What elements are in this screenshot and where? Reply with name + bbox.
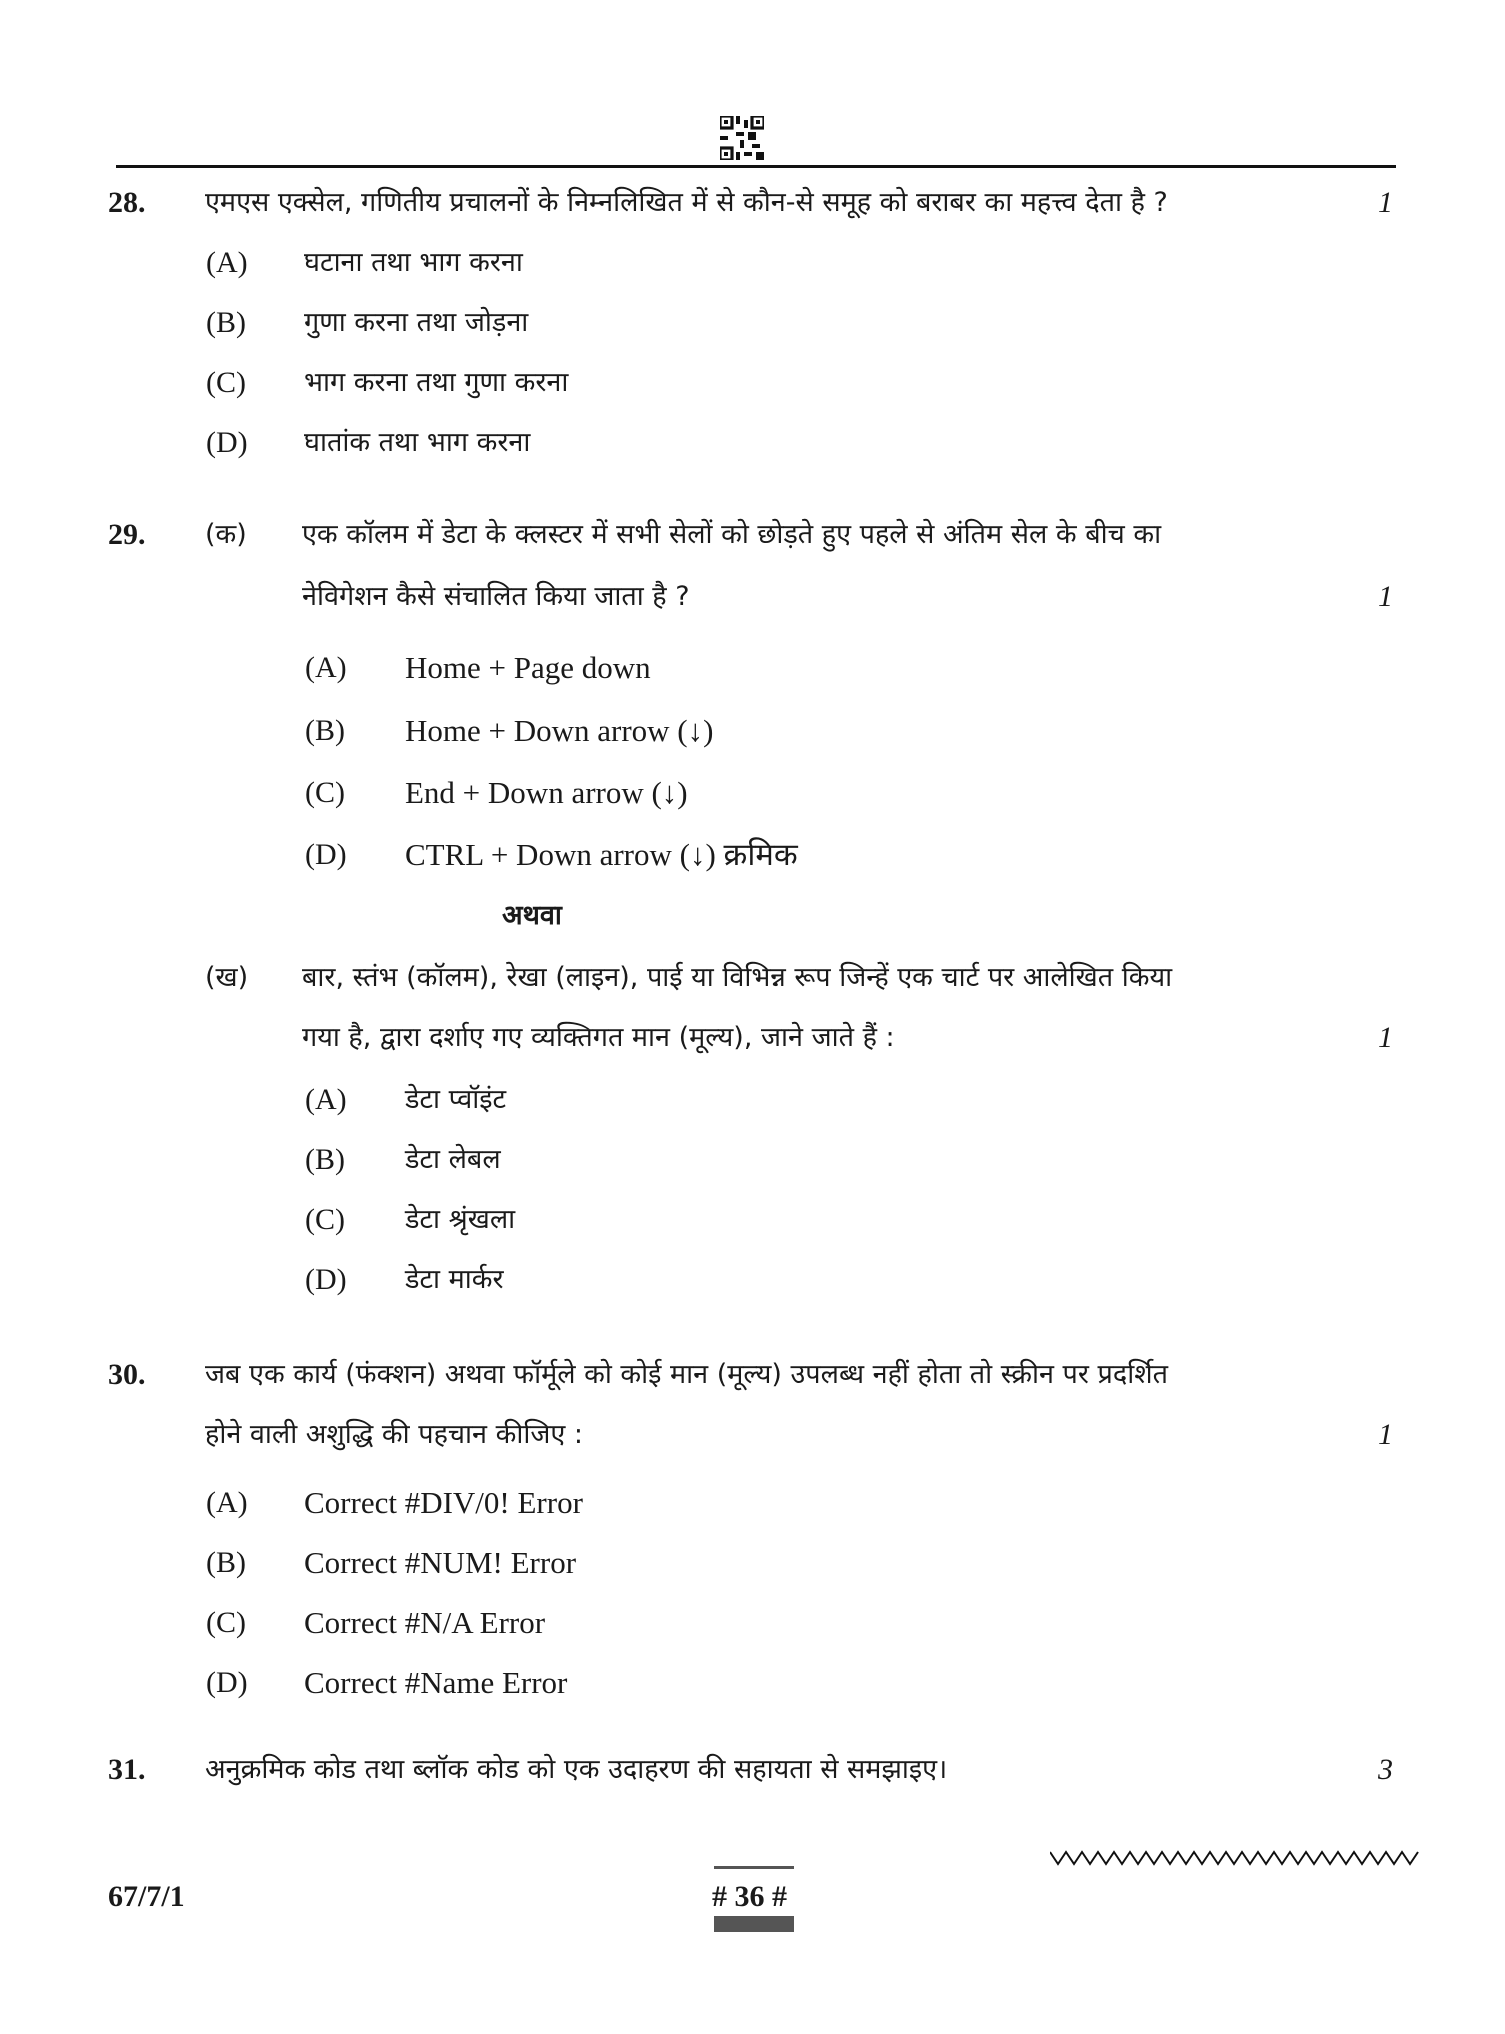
question-marks: 1 [1378, 186, 1393, 219]
question-marks: 1 [1378, 1021, 1393, 1054]
question-marks: 1 [1378, 1418, 1393, 1451]
page-number: # 36 # [712, 1880, 787, 1913]
question-text-line1: एक कॉलम में डेटा के क्लस्टर में सभी सेलों को छोड़ते हुए पहले से अंतिम सेल के बीच का [302, 519, 1162, 550]
part-a-label: (क) [205, 519, 247, 550]
part-b-label: (ख) [205, 962, 249, 993]
qr-code-icon [720, 116, 764, 160]
question-number: 30. [108, 1358, 146, 1391]
question-number: 29. [108, 518, 146, 551]
question-text-line1: जब एक कार्य (फंक्शन) अथवा फॉर्मूले को कोई मान (मूल्य) उपलब्ध नहीं होता तो स्क्रीन पर प्रदर्शित [205, 1359, 1168, 1390]
question-text-line1: बार, स्तंभ (कॉलम), रेखा (लाइन), पाई या विभिन्न रूप जिन्हें एक चार्ट पर आलेखित किया [302, 962, 1173, 993]
question-text-line2: होने वाली अशुद्धि की पहचान कीजिए : [205, 1419, 583, 1450]
page-number-bar [714, 1916, 794, 1932]
page-number-rule [714, 1866, 794, 1869]
question-number: 28. [108, 186, 146, 219]
question-text: एमएस एक्सेल, गणितीय प्रचालनों के निम्नलिखित में से कौन-से समूह को बराबर का महत्त्व देता है ? [205, 187, 1168, 218]
paper-code: 67/7/1 [108, 1880, 185, 1913]
question-text-line2: गया है, द्वारा दर्शाए गए व्यक्तिगत मान (मूल्य), जाने जाते हैं : [302, 1022, 895, 1053]
wavy-line-decoration [1050, 1848, 1422, 1868]
question-number: 31. [108, 1753, 146, 1786]
or-separator: अथवा [502, 900, 562, 931]
question-text: अनुक्रमिक कोड तथा ब्लॉक कोड को एक उदाहरण की सहायता से समझाइए। [205, 1754, 948, 1785]
question-text-line2: नेविगेशन कैसे संचालित किया जाता है ? [302, 581, 690, 612]
header-rule [116, 165, 1396, 168]
question-marks: 1 [1378, 580, 1393, 613]
question-marks: 3 [1378, 1753, 1393, 1786]
